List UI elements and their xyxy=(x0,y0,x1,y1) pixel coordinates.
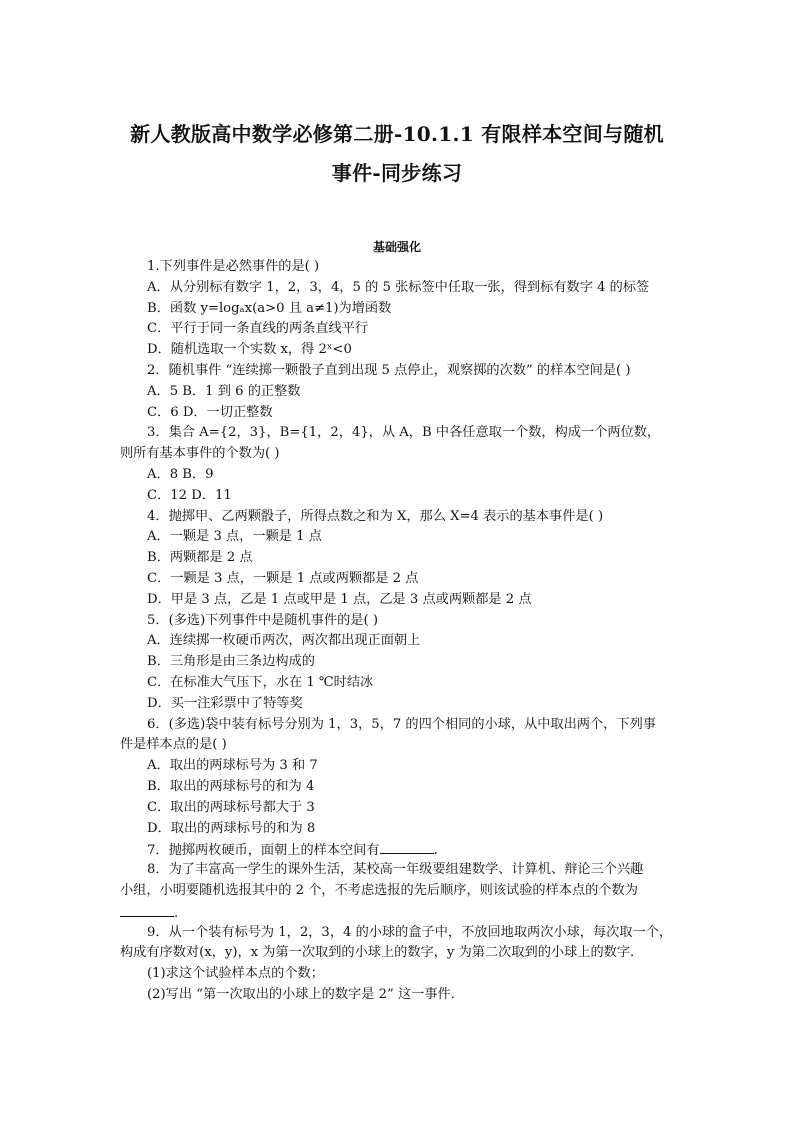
question-5-option-b: B．三角形是由三条边构成的 xyxy=(147,654,315,669)
question-7-end: . xyxy=(433,843,438,858)
question-1-option-c: C．平行于同一条直线的两条直线平行 xyxy=(147,321,369,336)
question-6-stem-continued: 件是样本点的是( ) xyxy=(120,737,227,752)
question-4-option-d: D．甲是 3 点，乙是 1 点或甲是 1 点，乙是 3 点或两颗都是 2 点 xyxy=(147,592,532,607)
question-6-option-b: B．取出的两球标号的和为 4 xyxy=(147,779,315,794)
answer-blank[interactable] xyxy=(120,904,174,917)
section-heading: 基础强化 xyxy=(372,240,421,254)
question-6-stem: 6．(多选)袋中装有标号分别为 1，3，5，7 的四个相同的小球，从中取出两个，下列事 xyxy=(147,717,656,732)
question-4-option-a: A．一颗是 3 点，一颗是 1 点 xyxy=(147,529,322,544)
question-9-subquestion-1: (1)求这个试验样本点的个数； xyxy=(147,966,324,981)
question-3-stem-continued: 则所有基本事件的个数为( ) xyxy=(120,446,280,461)
answer-blank[interactable] xyxy=(380,841,434,854)
question-5-option-c: C．在标准大气压下，水在 1 ℃时结冰 xyxy=(147,675,374,690)
question-8-end: . xyxy=(174,906,179,921)
question-3-stem: 3．集合 A={2，3}，B={1，2，4}，从 A，B 中各任意取一个数，构成一个两位数， xyxy=(147,425,661,440)
question-7-stem: 7．抛掷两枚硬币，面朝上的样本空间有 xyxy=(147,843,380,858)
question-1-option-a: A．从分别标有数字 1，2，3，4，5 的 5 张标签中任取一张，得到标有数字 4 的标签 xyxy=(147,280,650,295)
question-4-stem: 4．抛掷甲、乙两颗骰子，所得点数之和为 X，那么 X=4 表示的基本事件是( ) xyxy=(147,509,604,524)
question-9-line-2: 构成有序数对(x，y)，x 为第一次取到的小球上的数字，y 为第二次取到的小球上的数字． xyxy=(120,945,644,960)
question-8-line-2: 小组，小明要随机选报其中的 2 个，不考虑选报的先后顺序，则该试验的样本点的个数为 xyxy=(120,883,638,898)
question-1-option-b: B．函数 y=logₐx(a>0 且 a≠1)为增函数 xyxy=(147,301,392,316)
question-6-option-c: C．取出的两球标号都大于 3 xyxy=(147,800,315,815)
question-2-options-cd: C．6 D．一切正整数 xyxy=(147,405,273,420)
question-9-line-1: 9．从一个装有标号为 1，2，3，4 的小球的盒子中，不放回地取两次小球，每次取一个， xyxy=(147,925,673,940)
question-9-subquestion-2: (2)写出 “第一次取出的小球上的数字是 2” 这一事件． xyxy=(147,987,464,1002)
question-4-option-c: C．一颗是 3 点，一颗是 1 点或两颗都是 2 点 xyxy=(147,571,419,586)
question-8-line-1: 8．为了丰富高一学生的课外生活，某校高一年级要组建数学、计算机、辩论三个兴趣 xyxy=(147,862,644,877)
document-title-line-2: 事件-同步练习 xyxy=(331,161,463,185)
question-5-stem: 5．(多选)下列事件中是随机事件的是( ) xyxy=(147,613,378,628)
question-7 xyxy=(147,841,438,859)
question-5-option-d: D．买一注彩票中了特等奖 xyxy=(147,696,303,711)
question-5-option-a: A．连续掷一枚硬币两次，两次都出现正面朝上 xyxy=(147,633,421,648)
question-3-options-ab: A．8 B．9 xyxy=(147,467,214,482)
document-title-line-1: 新人教版高中数学必修第二册-10.1.1 有限样本空间与随机 xyxy=(130,122,664,146)
question-8-answer-line xyxy=(120,904,178,922)
question-2-stem: 2．随机事件 “连续掷一颗骰子直到出现 5 点停止，观察掷的次数” 的样本空间是( ) xyxy=(147,363,631,378)
question-1-option-d: D．随机选取一个实数 x，得 2ˣ<0 xyxy=(147,342,352,357)
question-6-option-d: D．取出的两球标号的和为 8 xyxy=(147,821,316,836)
question-2-options-ab: A．5 B．1 到 6 的正整数 xyxy=(147,384,301,399)
question-4-option-b: B．两颗都是 2 点 xyxy=(147,550,253,565)
question-3-options-cd: C．12 D．11 xyxy=(147,488,232,503)
question-1-stem: 1.下列事件是必然事件的是( ) xyxy=(147,259,320,274)
question-6-option-a: A．取出的两球标号为 3 和 7 xyxy=(147,758,318,773)
